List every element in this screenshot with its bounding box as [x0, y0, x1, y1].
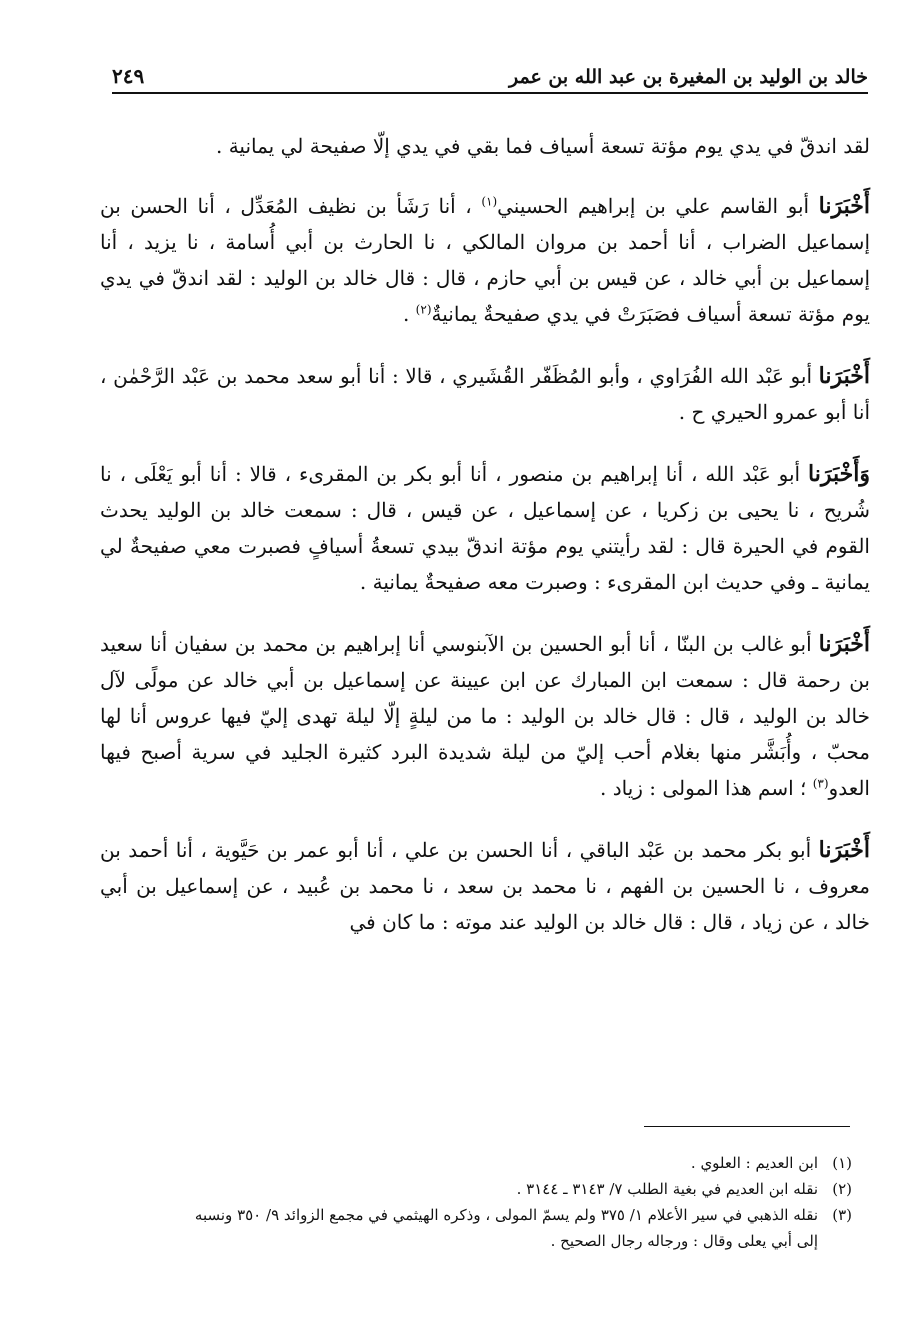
footnote-text: نقله ابن العديم في بغية الطلب ٧/ ٣١٤٣ ـ ٣١٤٤ . [516, 1180, 818, 1198]
running-title: خالد بن الوليد بن المغيرة بن عبد الله بن عمر [509, 66, 868, 88]
isnad-keyword: أَخْبَرَنا [818, 193, 870, 219]
footnote [108, 1150, 852, 1176]
paragraph [100, 128, 870, 164]
paragraph-text: أبو غالب بن البنّا ، أنا أبو الحسين بن الآبنوسي أنا إبراهيم بن محمد بن سفيان أنا سعيد بن رحمة قال : سمعت ابن المبارك عن ابن عيينة عن إسماعيل بن أبي خالد عن مولًى لآل خالد بن الوليد ، قال : قال خالد بن الوليد : ما من ليلةٍ إلّا ليلة تهدى إليّ فيها عروس أنا لها محبّ ، وأُبَشَّر منها بغلام أحب إليّ من ليلة شديدة البرد كثيرة الجليد في سرية أصبح فيها العدو [100, 632, 870, 800]
footnote-text: نقله الذهبي في سير الأعلام ١/ ٣٧٥ ولم يسمّ المولى ، وذكره الهيثمي في مجمع الزوائد ٩/ ٣٥٠ ونسبه [194, 1206, 818, 1224]
footnote-number: (٢) [832, 1180, 852, 1198]
paragraph [100, 456, 870, 600]
isnad-keyword: أَخْبَرَنا [818, 363, 870, 389]
main-text [100, 128, 870, 966]
footnotes [108, 1150, 852, 1254]
isnad-keyword: أَخْبَرَنا [818, 631, 870, 657]
paragraph-text: أبو عَبْد الله الفُرَاوي ، وأبو المُظَفّر القُشَيري ، قالا : أنا أبو سعد محمد بن عَبْد الرَّحْمٰن ، أنا أبو عمرو الحيري ح . [100, 364, 870, 424]
paragraph-text: . [402, 302, 416, 326]
footnote-ref[interactable]: (٢) [415, 302, 432, 317]
footnote-number: (١) [832, 1154, 852, 1172]
footnote-ref[interactable]: (٣) [812, 776, 829, 791]
paragraph [100, 358, 870, 430]
footnote [108, 1202, 852, 1228]
paragraph-text: أبو بكر محمد بن عَبْد الباقي ، أنا الحسن بن علي ، أنا أبو عمر بن حَيَّوية ، أنا أحمد بن معروف ، نا الحسين بن الفهم ، نا محمد بن سعد ، نا محمد بن عُبيد ، عن إسماعيل بن أبي خالد ، عن زياد ، قال : قال خالد بن الوليد عند موته : ما كان في [100, 838, 870, 934]
paragraph [100, 832, 870, 940]
paragraph-text: أبو عَبْد الله ، أنا إبراهيم بن منصور ، أنا أبو بكر بن المقرىء ، قالا : أنا أبو يَعْلَى ، نا شُريح ، نا يحيى بن زكريا ، عن إسماعيل ، عن قيس ، قال : سمعت خالد بن الوليد يحدث القوم في الحيرة قال : لقد رأيتني يوم مؤتة اندقّ بيدي تسعةُ أسيافٍ فصبرت معي صفيحةٌ لي يمانية ـ وفي حديث ابن المقرىء : وصبرت معه صفيحةٌ يمانية . [100, 462, 870, 594]
footnote-divider [644, 1126, 850, 1127]
paragraph [100, 626, 870, 806]
footnote-continuation: إلى أبي يعلى وقال : ورجاله رجال الصحيح . [550, 1232, 818, 1250]
paragraph-text: أبو القاسم علي بن إبراهيم الحسيني [497, 194, 819, 218]
footnote [108, 1176, 852, 1202]
footnote-ref[interactable]: (١) [481, 194, 498, 209]
paragraph-text: لقد اندقّ في يدي يوم مؤتة تسعة أسياف فما بقي في يدي إلّا صفيحة لي يمانية . [215, 134, 870, 158]
paragraph-text: ؛ اسم هذا المولى : زياد . [599, 776, 813, 800]
footnote-number: (٣) [832, 1206, 852, 1224]
running-header [112, 52, 868, 94]
isnad-keyword: أَخْبَرَنا [818, 837, 870, 863]
paragraph-text: ، أنا رَشَأ بن نظيف المُعَدِّل ، أنا الحسن بن إسماعيل الضراب ، أنا أحمد بن مروان المالكي ، نا الحارث بن أبي أُسامة ، نا يزيد ، أنا إسماعيل بن أبي خالد ، عن قيس بن أبي حازم ، قال : قال خالد بن الوليد : لقد اندقّ في يدي يوم مؤتة تسعة أسياف فصَبَرَتْ في يدي صفيحةٌ يمانيةٌ [100, 194, 871, 326]
footnote-text: ابن العديم : العلوي . [690, 1154, 818, 1172]
isnad-keyword: وَأَخْبَرَنا [808, 461, 870, 487]
page-number: ٢٤٩ [112, 64, 145, 88]
paragraph [100, 188, 870, 332]
